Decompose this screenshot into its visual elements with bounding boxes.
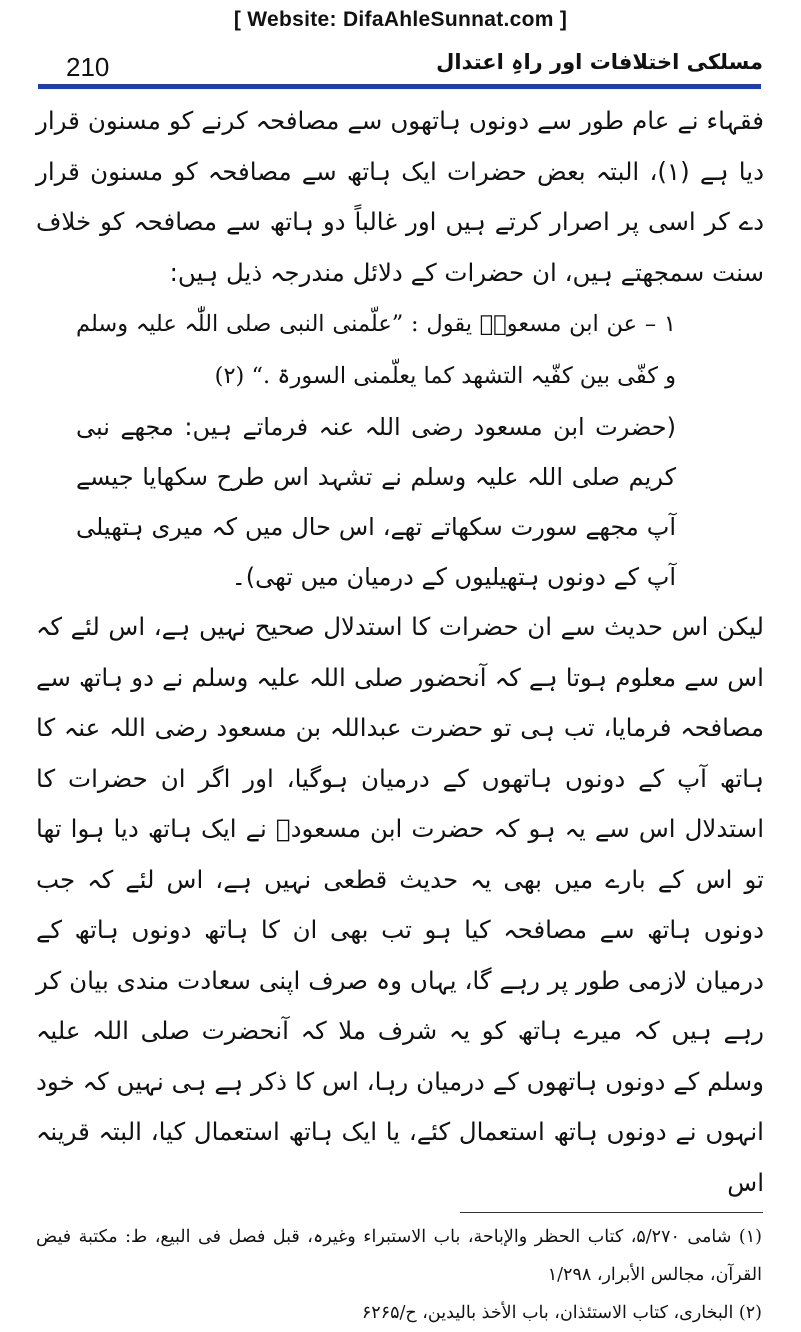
header-rule [38, 84, 761, 89]
page-number: 210 [66, 52, 110, 82]
book-title: مسلکی اختلافات اور راہِ اعتدال [436, 50, 763, 74]
website-banner: [ Website: DifaAhleSunnat.com ] [233, 8, 568, 31]
footnotes [36, 1218, 762, 1332]
page-header [38, 52, 763, 86]
paragraph-intro: فقہاء نے عام طور سے دونوں ہاتھوں سے مصافحہ کرنے کو مسنون قرار دیا ہے (۱)، البتہ بعض حضرات ایک ہاتھ سے مصافحہ کو مسنون قرار دے کر اسی پر اصرار کرتے ہیں اور غالباً دو ہاتھ سے مصافحہ کو خلاف سنت سمجھتے ہیں، ان حضرات کے دلائل مندرجہ ذیل ہیں: [36, 106, 764, 287]
hadith-arabic: ۱ – عن ابن مسعودؓ يقول : ”علّمنی النبی صلی اللّٰہ علیہ وسلم و کفّی بین کفّیہ التشھد کما یعلّمنی السورۃ .“ (۲) [76, 311, 676, 389]
footnote-2: (۲) البخاری، کتاب الاستئذان، باب الأخذ بالیدین، ح/۶۲۶۵ [361, 1303, 762, 1323]
hadith-translation: (حضرت ابن مسعود رضی اللہ عنہ فرماتے ہیں: مجھے نبی کریم صلی اللہ علیہ وسلم نے تشہد اس طرح سکھایا جیسے آپ مجھے سورت سکھاتے تھے، اس حال میں کہ میری ہتھیلی آپ کے دونوں ہتھیلیوں کے درمیان میں تھی)۔ [76, 413, 676, 591]
paragraph-argument: لیکن اس حدیث سے ان حضرات کا استدلال صحیح نہیں ہے، اس لئے کہ اس سے معلوم ہوتا ہے کہ آنحضور صلی اللہ علیہ وسلم نے دو ہاتھ سے مصافحہ فرمایا، تب ہی تو حضرت عبداللہ بن مسعود رضی اللہ عنہ کا ہاتھ آپ کے دونوں ہاتھوں کے درمیان ہوگیا، اور اگر ان حضرات کا استدلال اس سے یہ ہو کہ حضرت ابن مسعودؓ نے ایک ہاتھ دیا ہوا تھا تو اس کے بارے میں بھی یہ حدیث قطعی نہیں ہے، اس لئے کہ جب دونوں ہاتھ سے مصافحہ کیا ہو تب بھی ان کا ہاتھ دونوں ہاتھ کے درمیان لازمی طور پر رہے گا، یہاں وہ صرف اپنی سعادت مندی بیان کر رہے ہیں کہ میرے ہاتھ کو یہ شرف ملا کہ آنحضرت صلی اللہ علیہ وسلم کے دونوں ہاتھوں کے درمیان رہا، اس کا ذکر ہے ہی نہیں کہ خود انہوں نے دونوں ہاتھ استعمال کئے، یا ایک ہاتھ استعمال کیا، البتہ قرینہ اس [36, 612, 764, 1197]
main-text [36, 96, 764, 1208]
footnote-rule [460, 1212, 763, 1213]
footnote-1: (۱) شامی ۵/۲۷۰، کتاب الحظر والإباحة، باب الاستبراء وغیرہ، قبل فصل فی البیع، ط: مکتبة فیض القرآن، مجالس الأبرار، ۱/۲۹۸ [36, 1227, 762, 1285]
